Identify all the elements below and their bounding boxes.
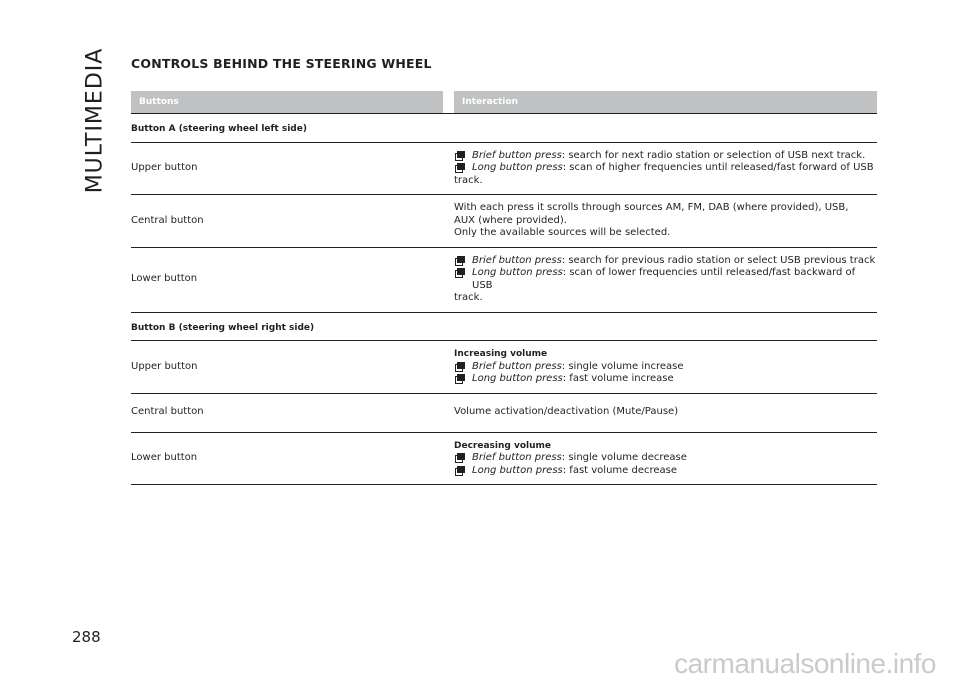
row-interaction — [454, 406, 877, 419]
bullet-icon — [454, 150, 468, 162]
row-label: Lower button — [131, 452, 198, 463]
bullet-item — [454, 150, 877, 163]
bullet-text: : scan of lower frequencies until released/fast backward of USB — [472, 267, 856, 291]
section-title: CONTROLS BEHIND THE STEERING WHEEL — [131, 56, 432, 71]
row-interaction — [454, 150, 877, 188]
row-heading: Increasing volume — [454, 349, 548, 359]
watermark: carmanualsonline.info — [674, 648, 936, 679]
bullet-icon — [454, 465, 468, 477]
bullet-emphasis: Brief button press — [472, 360, 562, 372]
row-label: Central button — [131, 406, 204, 418]
bullet-item — [454, 361, 877, 374]
bullet-emphasis: Brief button press — [472, 254, 562, 266]
row-heading: Decreasing volume — [454, 440, 551, 451]
chapter-title: MULTIMEDIA — [82, 47, 108, 193]
row-interaction — [454, 348, 877, 386]
bullet-item — [454, 465, 877, 478]
table-row — [131, 394, 877, 433]
bullet-icon — [454, 255, 468, 267]
group-title-button-a: Button A (steering wheel left side) — [131, 114, 877, 143]
chapter-side-tab — [78, 47, 112, 193]
text-line: Volume activation/deactivation (Mute/Pause) — [454, 406, 679, 418]
row-interaction — [454, 440, 877, 478]
row-label: Upper button — [131, 162, 198, 173]
bullet-item — [454, 255, 877, 268]
text-line: Only the available sources will be selected. — [454, 227, 671, 238]
table-row — [131, 433, 877, 486]
bullet-text: : fast volume decrease — [562, 464, 678, 476]
bullet-text: : fast volume increase — [562, 373, 674, 384]
bullet-item — [454, 267, 877, 292]
bullet-item — [454, 162, 877, 175]
header-buttons: Buttons — [131, 91, 443, 113]
page-number: 288 — [72, 628, 101, 646]
bullet-emphasis: Long button press — [472, 267, 563, 278]
bullet-text: : scan of higher frequencies until released/fast forward of USB — [562, 162, 874, 173]
bullet-text: : search for next radio station or selection of USB next track. — [561, 149, 866, 161]
table-header — [131, 91, 877, 114]
header-interaction: Interaction — [454, 91, 877, 113]
table-row — [131, 341, 877, 394]
group-title-button-b: Button B (steering wheel right side) — [131, 313, 877, 342]
bullet-emphasis: Long button press — [472, 464, 563, 476]
bullet-emphasis: Long button press — [472, 373, 563, 384]
bullet-icon — [454, 361, 468, 373]
bullet-icon — [454, 162, 468, 174]
bullet-icon — [454, 452, 468, 464]
row-interaction — [454, 255, 877, 305]
text-line: AUX (where provided). — [454, 214, 567, 226]
bullet-emphasis: Brief button press — [472, 452, 562, 463]
row-label: Lower button — [131, 273, 198, 285]
row-interaction — [454, 202, 877, 240]
table-row — [131, 143, 877, 196]
controls-table — [131, 91, 877, 485]
row-label: Upper button — [131, 360, 198, 372]
continuation-text: track. — [454, 292, 483, 303]
table-row — [131, 248, 877, 313]
bullet-icon — [454, 267, 468, 279]
bullet-item — [454, 373, 877, 386]
bullet-item — [454, 452, 877, 465]
bullet-emphasis: Brief button press — [472, 149, 562, 161]
row-label: Central button — [131, 214, 204, 226]
bullet-emphasis: Long button press — [472, 162, 563, 173]
continuation-text: track. — [454, 174, 483, 186]
text-line: With each press it scrolls through sources AM, FM, DAB (where provided), USB, — [454, 202, 849, 213]
bullet-text: : single volume increase — [561, 360, 684, 372]
bullet-text: : search for previous radio station or select USB previous track — [561, 254, 876, 266]
table-row — [131, 195, 877, 248]
bullet-icon — [454, 373, 468, 385]
bullet-text: : single volume decrease — [561, 452, 687, 463]
